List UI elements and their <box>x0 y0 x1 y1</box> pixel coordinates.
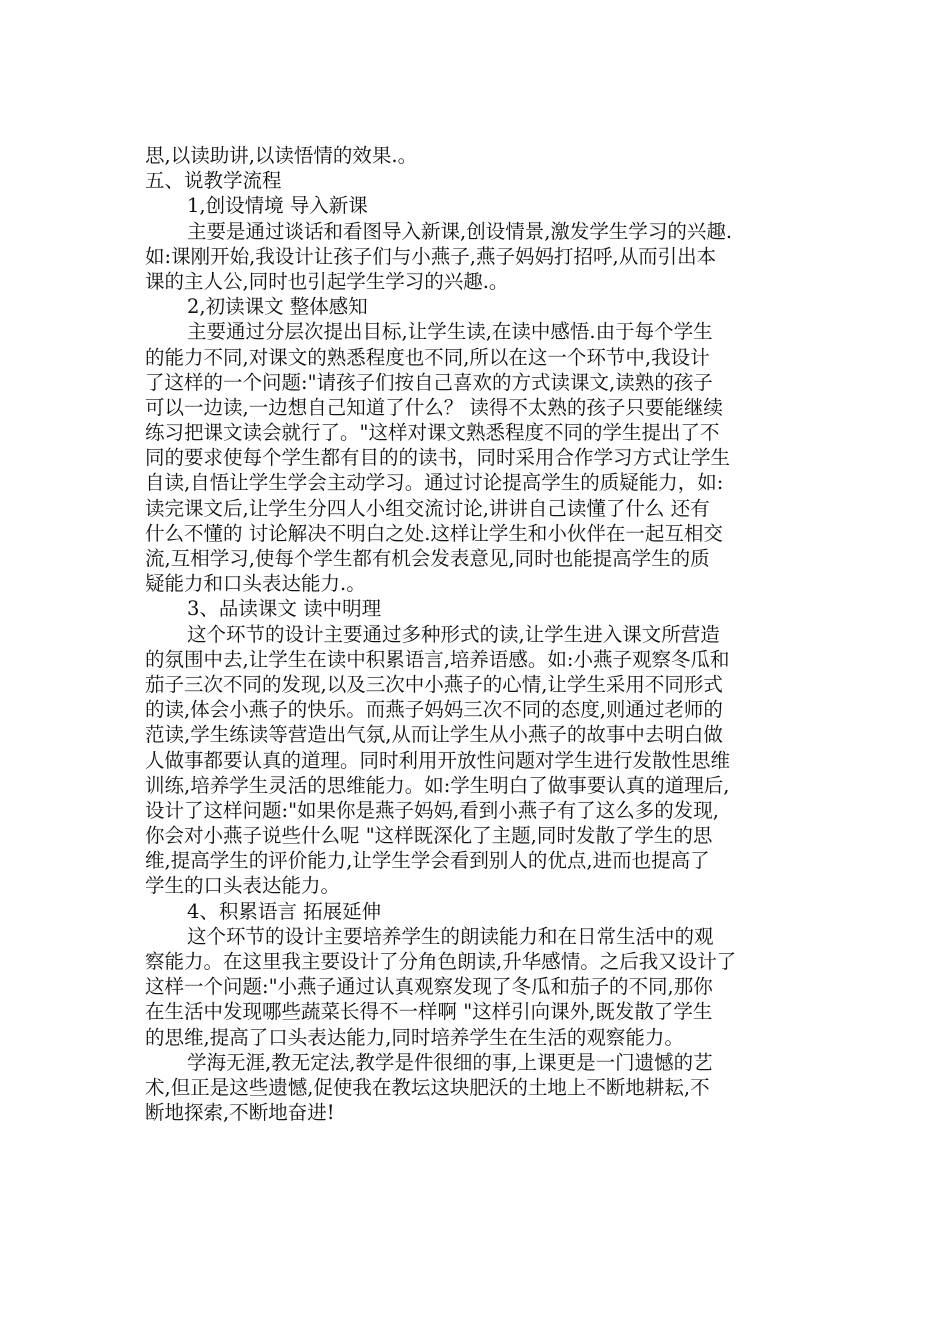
text-line: 在生活中发现哪些蔬菜长得不一样啊 "这样引向课外,既发散了学生 <box>145 1000 713 1024</box>
document-page <box>145 143 810 1125</box>
text-line: 疑能力和口头表达能力.。 <box>145 572 366 596</box>
text-line: 学海无涯,教无定法,教学是件很细的事,上课更是一门遗憾的艺 <box>187 1050 713 1074</box>
text-line: 3、品读课文 读中明理 <box>187 597 382 621</box>
text-line: 什么不懂的 讨论解决不明白之处.这样让学生和小伙伴在一起互相交 <box>145 521 723 545</box>
text-line: 人做事都要认真的道理。同时利用开放性问题对学生进行发散性思维 <box>145 748 731 772</box>
text-line: 自读,自悟让学生学会主动学习。通过讨论提高学生的质疑能力，如: <box>145 471 724 495</box>
text-line: 这个环节的设计主要通过多种形式的读,让学生进入课文所营造 <box>187 622 720 646</box>
text-line: 五、说教学流程 <box>145 169 282 193</box>
text-line: 主要通过分层次提出目标,让学生读,在读中感悟.由于每个学生 <box>187 320 713 344</box>
text-line: 流,互相学习,使每个学生都有机会发表意见,同时也能提高学生的质 <box>145 547 710 570</box>
text-line: 维,提高学生的评价能力,让学生学会看到别人的优点,进而也提高了 <box>145 849 710 873</box>
text-line: 的氛围中去,让学生在读中积累语言,培养语感。如:小燕子观察冬瓜和 <box>145 647 730 671</box>
text-line: 训练,培养学生灵活的思维能力。如:学生明白了做事要认真的道理后, <box>145 773 730 797</box>
text-line: 主要是通过谈话和看图导入新课,创设情景,激发学生学习的兴趣. <box>187 219 733 243</box>
text-line: 的读,体会小燕子的快乐。而燕子妈妈三次不同的态度,则通过老师的 <box>145 698 723 722</box>
text-line: 了这样的一个问题:"请孩子们按自己喜欢的方式读课文,读熟的孩子 <box>145 370 713 394</box>
text-line: 察能力。在这里我主要设计了分角色朗读,升华感情。之后我又设计了 <box>145 950 737 973</box>
text-line: 思,以读助讲,以读悟情的效果.。 <box>145 144 418 167</box>
text-line: 2,初读课文 整体感知 <box>187 295 368 319</box>
text-line: 这样一个问题:"小燕子通过认真观察发现了冬瓜和茄子的不同,那你 <box>145 975 713 999</box>
text-line: 术,但正是这些遗憾,促使我在教坛这块肥沃的土地上不断地耕耘,不 <box>145 1075 710 1099</box>
text-line: 的能力不同,对课文的熟悉程度也不同,所以在这一个环节中,我设计 <box>145 345 710 369</box>
text-line: 练习把课文读会就行了。"这样对课文熟悉程度不同的学生提出了不 <box>145 421 720 445</box>
text-line: 4、积累语言 拓展延伸 <box>187 899 382 923</box>
text-line: 范读,学生练读等营造出气氛,从而让学生从小燕子的故事中去明白做 <box>145 723 723 747</box>
text-line: 断地探索,不断地奋进! <box>145 1101 335 1125</box>
text-line: 学生的口头表达能力。 <box>145 874 341 898</box>
text-line: 的思维,提高了口头表达能力,同时培养学生在生活的观察能力。 <box>145 1025 684 1049</box>
text-line: 设计了这样问题:"如果你是燕子妈妈,看到小燕子有了这么多的发现, <box>145 798 719 822</box>
text-line: 可以一边读,一边想自己知道了什么？ 读得不太熟的孩子只要能继续 <box>145 395 723 419</box>
text-line: 读完课文后,让学生分四人小组交流讨论,讲讲自己读懂了什么 还有 <box>145 496 710 520</box>
text-line: 1,创设情境 导入新课 <box>187 194 368 218</box>
text-line: 茄子三次不同的发现,以及三次中小燕子的心情,让学生采用不同形式 <box>145 672 723 696</box>
text-line: 这个环节的设计主要培养学生的朗读能力和在日常生活中的观 <box>187 924 714 948</box>
text-line: 如:课刚开始,我设计让孩子们与小燕子,燕子妈妈打招呼,从而引出本 <box>145 244 717 268</box>
text-line: 课的主人公,同时也引起学生学习的兴趣.。 <box>145 269 509 293</box>
text-line: 你会对小燕子说些什么呢 "这样既深化了主题,同时发散了学生的思 <box>145 824 713 848</box>
text-line: 同的要求使每个学生都有目的的读书，同时采用合作学习方式让学生 <box>145 446 731 470</box>
